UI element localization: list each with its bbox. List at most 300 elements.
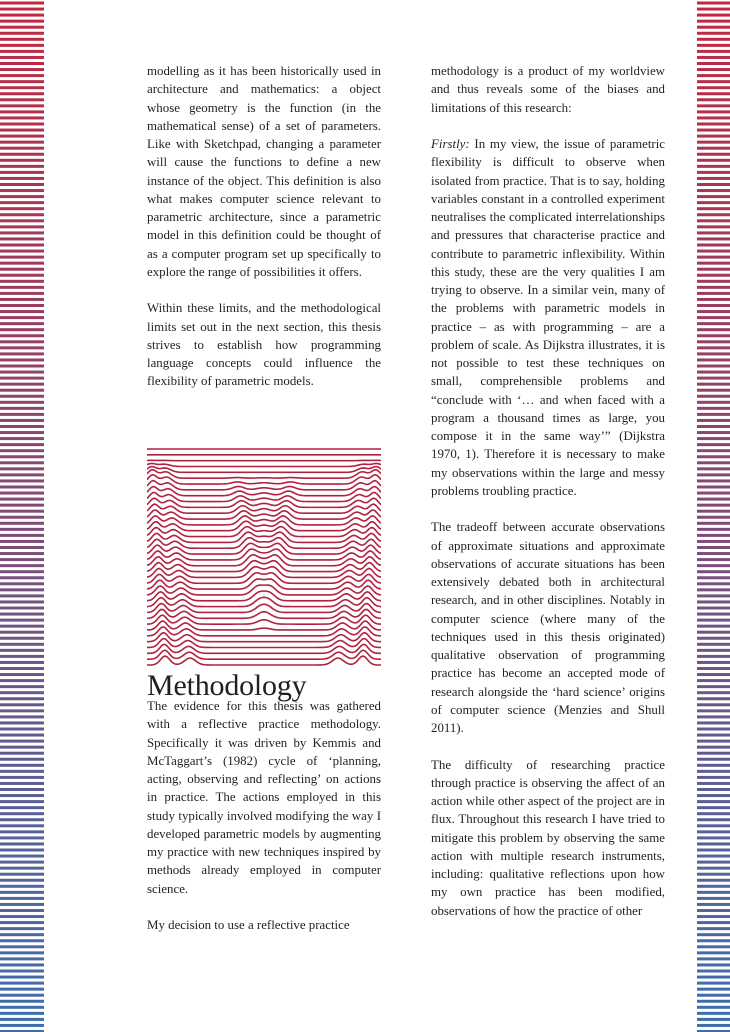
stripe [0,800,44,803]
stripe [697,588,730,591]
stripe [697,631,730,634]
stripe [697,419,730,422]
stripe [0,26,44,29]
stripe [0,425,44,428]
stripe [697,189,730,192]
stripe [0,703,44,706]
stripe [0,576,44,579]
stripe [0,328,44,331]
stripe [697,250,730,253]
stripe [697,594,730,597]
stripe [0,945,44,948]
m-contour-line [147,467,381,473]
stripe [697,274,730,277]
stripe [0,141,44,144]
stripe [697,655,730,658]
stripe [0,268,44,271]
stripe [697,171,730,174]
m-contour-line [147,656,381,665]
stripe [697,909,730,912]
stripe [0,38,44,41]
stripe [697,691,730,694]
stripe [0,413,44,416]
stripe [697,201,730,204]
stripe [697,50,730,53]
stripe [0,540,44,543]
stripe [697,842,730,845]
stripe [0,395,44,398]
stripe [0,1018,44,1021]
stripe [697,395,730,398]
stripe [0,237,44,240]
stripe [0,14,44,17]
stripe [0,455,44,458]
stripe [0,340,44,343]
stripe [697,334,730,337]
stripe [697,897,730,900]
stripe [0,322,44,325]
right-paragraph-2-body: In my view, the issue of parametric flexibility is difficult to observe when isolated from practice. That is to say, holding variables constant in a controlled experiment neutralises the complicated interrelationships and pressures that characterise practice and contribute to parametric inflexibility. Within this study, these are the very qualities I am trying to observe. In a similar vein, many of the problems with parametric models in practice – as with programming – are a problem of scale. As Dijkstra illustrates, it is not possible to test these techniques on small, comprehensible problems and “conclude with ‘… and when faced with a program a thousand times as large, you compose it in the same way’” (Dijkstra 1970, 1). Therefore it is necessary to make my observations within the large and messy problems troubling practice. [431,137,665,498]
stripe [697,74,730,77]
stripe [0,594,44,597]
stripe [0,607,44,610]
stripe [697,776,730,779]
stripe [697,576,730,579]
stripe [0,492,44,495]
m-contour-line [147,650,381,659]
stripe [697,534,730,537]
stripe [697,1024,730,1027]
stripe [0,225,44,228]
stripe [0,988,44,991]
stripe [697,479,730,482]
m-contour-line [147,561,381,572]
stripe [697,721,730,724]
stripe [697,159,730,162]
stripe [0,637,44,640]
stripe [697,286,730,289]
stripe [0,44,44,47]
stripe [0,280,44,283]
stripe [697,903,730,906]
stripe [697,582,730,585]
stripe [697,316,730,319]
stripe [0,262,44,265]
stripe [697,449,730,452]
stripe [697,92,730,95]
m-contour-line [147,573,381,584]
stripe [0,346,44,349]
stripe [0,830,44,833]
stripe [697,431,730,434]
stripe [697,244,730,247]
stripe [697,613,730,616]
stripe [697,443,730,446]
stripe [0,836,44,839]
m-contour-line [147,621,381,630]
stripe [0,62,44,65]
stripe [0,2,44,5]
stripe [0,788,44,791]
stripe [697,358,730,361]
stripe [0,1006,44,1009]
stripe [697,298,730,301]
stripe [0,812,44,815]
stripe [0,123,44,126]
stripe [697,352,730,355]
stripe [697,939,730,942]
stripe [0,631,44,634]
stripe [0,389,44,392]
stripe [0,764,44,767]
stripe [697,183,730,186]
stripe [697,280,730,283]
stripe [697,915,730,918]
stripe [697,455,730,458]
stripe [697,921,730,924]
left-column [147,62,381,391]
stripe [697,86,730,89]
stripe [0,855,44,858]
stripe [0,8,44,11]
stripe [697,207,730,210]
stripe [0,244,44,247]
stripe [697,649,730,652]
stripe [697,600,730,603]
stripe [0,419,44,422]
stripe [0,534,44,537]
stripe [0,50,44,53]
stripe [697,758,730,761]
stripe [697,62,730,65]
stripe [0,189,44,192]
stripe [0,806,44,809]
m-contour-line [147,498,381,507]
stripe [0,171,44,174]
m-contour-line [147,504,381,513]
stripe [0,431,44,434]
stripe [697,461,730,464]
stripe [697,1012,730,1015]
stripe [697,473,730,476]
m-contour-line [147,527,381,537]
right-stripe-band [697,0,730,1032]
stripe [0,98,44,101]
stripe [697,486,730,489]
stripe [0,486,44,489]
stripe [0,1012,44,1015]
stripe [0,655,44,658]
stripe [697,558,730,561]
stripe [0,522,44,525]
stripe [0,613,44,616]
stripe [697,26,730,29]
stripe [0,449,44,452]
stripe [0,358,44,361]
stripe [697,970,730,973]
stripe [697,123,730,126]
stripe [0,298,44,301]
stripe [697,219,730,222]
m-contour-line [147,493,381,502]
stripe [0,68,44,71]
stripe [697,806,730,809]
stripe [697,292,730,295]
stripe [0,849,44,852]
stripe [697,685,730,688]
stripe [0,758,44,761]
stripe [0,86,44,89]
stripe [697,522,730,525]
stripe [697,231,730,234]
m-contour-line [147,516,381,525]
stripe [0,976,44,979]
stripe [697,165,730,168]
stripe [0,970,44,973]
stripe [697,98,730,101]
stripe [0,963,44,966]
stripe [0,564,44,567]
stripe [697,945,730,948]
stripe [697,697,730,700]
stripe [0,528,44,531]
stripe [697,268,730,271]
stripe [697,891,730,894]
stripe [697,498,730,501]
stripe [697,310,730,313]
stripe [0,286,44,289]
stripe [0,746,44,749]
right-paragraph-4: The difficulty of researching practice through practice is observing the affect of an action while other aspect of the project are in flux. Throughout this research I have tried to mitigate this problem by observing the same action with multiple research instruments, including: qualitative reflections upon how my own practice has been modified, observations of how the practice of other [431,757,665,918]
stripe [0,582,44,585]
stripe [0,794,44,797]
stripe [697,800,730,803]
stripe [0,691,44,694]
stripe [697,195,730,198]
stripe [0,473,44,476]
stripe [697,110,730,113]
stripe [0,304,44,307]
stripe [0,721,44,724]
stripe [0,201,44,204]
stripe [697,377,730,380]
stripe [0,334,44,337]
m-contour-line [147,615,381,624]
stripe [697,637,730,640]
stripe [697,371,730,374]
stripe [697,528,730,531]
stripe [697,104,730,107]
stripe [0,861,44,864]
right-paragraph-1: methodology is a product of my worldview and thus reveals some of the biases and limitations of this research: [431,64,665,115]
stripe [0,437,44,440]
stripe [697,824,730,827]
stripe [697,437,730,440]
stripe [697,703,730,706]
stripe [697,153,730,156]
stripe [697,752,730,755]
stripe [697,322,730,325]
m-contour-line [147,470,381,478]
left-paragraph-2: Within these limits, and the methodological limits set out in the next section, this thesis strives to establish how programming language concepts could influence the flexibility of parametric models. [147,301,381,389]
stripe [0,885,44,888]
stripe [0,873,44,876]
stripe [697,1018,730,1021]
stripe [697,256,730,259]
stripe [0,667,44,670]
stripe [697,861,730,864]
stripe [0,310,44,313]
right-paragraph-2 [431,135,665,500]
stripe [0,982,44,985]
stripe [697,976,730,979]
stripe [0,213,44,216]
m-contour-line [147,633,381,642]
stripe [0,661,44,664]
stripe [697,855,730,858]
stripe [0,1000,44,1003]
stripe [0,195,44,198]
stripe [0,957,44,960]
stripe [0,250,44,253]
stripe [0,20,44,23]
stripe [0,685,44,688]
stripe [0,752,44,755]
methodology-m-graphic [147,446,381,670]
methodology-paragraph-1: The evidence for this thesis was gathered with a reflective practice methodology. Specifically it was driven by Kemmis and McTaggart’s (1982) cycle of ‘planning, acting, observing and reflecting’ on actions in practice. The actions employed in this study typically involved modifying the way I developed parametric models by augmenting my practice with new techniques inspired by methods already employed in computer science. [147,699,381,896]
stripe [0,776,44,779]
stripe [0,679,44,682]
stripe [697,746,730,749]
stripe [0,116,44,119]
stripe [0,570,44,573]
stripe [697,951,730,954]
stripe [697,812,730,815]
stripe [697,619,730,622]
stripe [0,546,44,549]
stripe [0,933,44,936]
stripe [697,328,730,331]
stripe [697,794,730,797]
stripe [0,207,44,210]
stripe [697,740,730,743]
stripe [697,982,730,985]
right-column [431,62,665,920]
stripe [0,715,44,718]
stripe [697,365,730,368]
stripe [697,570,730,573]
stripe [697,237,730,240]
stripe [697,988,730,991]
stripe [697,788,730,791]
stripe [0,619,44,622]
stripe [697,346,730,349]
stripe [697,14,730,17]
m-contour-line [147,510,381,519]
stripe [0,510,44,513]
stripe [697,1000,730,1003]
stripe [697,262,730,265]
stripe [0,903,44,906]
methodology-paragraph-2: My decision to use a reflective practice [147,918,350,932]
stripe [697,818,730,821]
stripe [0,467,44,470]
stripe [0,401,44,404]
stripe [0,915,44,918]
stripe [0,782,44,785]
stripe [697,56,730,59]
stripe [697,715,730,718]
stripe [0,407,44,410]
stripe [697,540,730,543]
stripe [697,492,730,495]
stripe [0,159,44,162]
stripe [697,177,730,180]
stripe [0,383,44,386]
stripe [0,371,44,374]
stripe [697,552,730,555]
stripe [0,177,44,180]
stripe [697,770,730,773]
stripe [697,516,730,519]
stripe [697,836,730,839]
stripe [0,365,44,368]
stripe [697,728,730,731]
stripe [697,734,730,737]
stripe [0,818,44,821]
stripe [697,504,730,507]
stripe [697,389,730,392]
stripe [0,147,44,150]
stripe [0,558,44,561]
stripe [697,546,730,549]
stripe [697,782,730,785]
stripe [697,413,730,416]
stripe [0,92,44,95]
stripe [0,129,44,132]
stripe [697,957,730,960]
stripe [697,304,730,307]
stripe [697,661,730,664]
stripe [0,842,44,845]
stripe [0,734,44,737]
stripe [697,32,730,35]
m-contour-line [147,521,381,530]
stripe [0,673,44,676]
stripe [697,467,730,470]
stripe [0,165,44,168]
stripe [697,141,730,144]
stripe [0,824,44,827]
stripe [697,933,730,936]
stripe [697,383,730,386]
stripe [0,256,44,259]
stripe [697,340,730,343]
stripe [697,643,730,646]
stripe [0,697,44,700]
m-contour-line [147,644,381,653]
stripe [697,8,730,11]
stripe [697,80,730,83]
right-paragraph-3: The tradeoff between accurate observations of approximate situations and approximate observations of accurate situations has been extensively debated both in architectural research, and in other disciplines. Notably in computer science (where many of the techniques used in this thesis originated) qualitative observation of programming practice has become an accepted mode of research alongside the ‘hard science’ origins of computer science (Menzies and Shull 2011). [431,520,665,735]
stripe [697,20,730,23]
stripe [697,116,730,119]
stripe [0,183,44,186]
stripe [0,649,44,652]
stripe [697,147,730,150]
stripe [0,625,44,628]
stripe [0,909,44,912]
